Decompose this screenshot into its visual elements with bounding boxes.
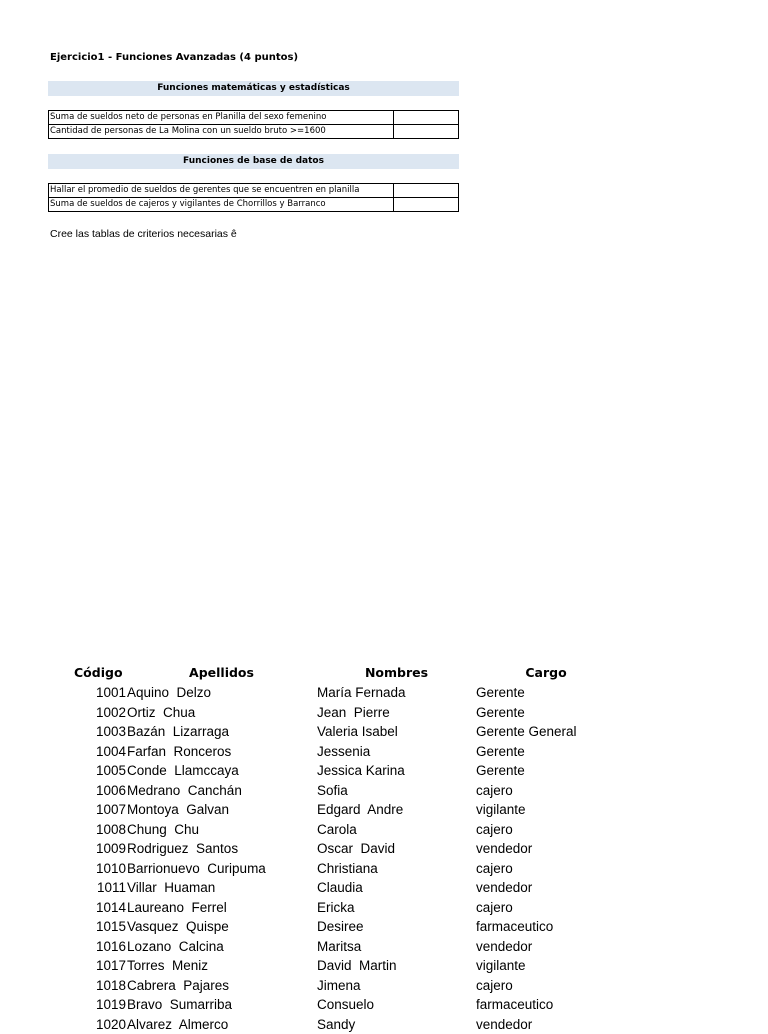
cell-codigo: 1002 — [72, 703, 126, 723]
cell-cargo: vendedor — [476, 937, 616, 957]
cell-cargo: cajero — [476, 898, 616, 918]
question-text: Cantidad de personas de La Molina con un sueldo bruto >=1600 — [49, 125, 394, 139]
table-row — [72, 976, 616, 996]
question-row — [49, 184, 459, 198]
cell-apellidos: Conde Llamccaya — [126, 761, 317, 781]
header-cargo: Cargo — [476, 662, 616, 683]
cell-nombres: Edgard Andre — [317, 800, 476, 820]
cell-nombres: Jean Pierre — [317, 703, 476, 723]
cell-nombres: Sandy — [317, 1015, 476, 1034]
cell-codigo: 1020 — [72, 1015, 126, 1034]
cell-codigo: 1011 — [72, 878, 126, 898]
table-row — [72, 878, 616, 898]
cell-nombres: Valeria Isabel — [317, 722, 476, 742]
cell-cargo: Gerente — [476, 703, 616, 723]
cell-apellidos: Bravo Sumarriba — [126, 995, 317, 1015]
cell-codigo: 1014 — [72, 898, 126, 918]
header-nombres: Nombres — [317, 662, 476, 683]
cell-apellidos: Alvarez Almerco — [126, 1015, 317, 1034]
cell-apellidos: Medrano Canchán — [126, 781, 317, 801]
cell-apellidos: Montoya Galvan — [126, 800, 317, 820]
cell-apellidos: Cabrera Pajares — [126, 976, 317, 996]
cell-cargo: Gerente — [476, 761, 616, 781]
cell-cargo: vigilante — [476, 956, 616, 976]
cell-codigo: 1019 — [72, 995, 126, 1015]
cell-nombres: Maritsa — [317, 937, 476, 957]
cell-nombres: Jimena — [317, 976, 476, 996]
cell-nombres: Oscar David — [317, 839, 476, 859]
cell-nombres: Sofia — [317, 781, 476, 801]
cell-cargo: farmaceutico — [476, 995, 616, 1015]
cell-apellidos: Chung Chu — [126, 820, 317, 840]
cell-nombres: Consuelo — [317, 995, 476, 1015]
cell-codigo: 1017 — [72, 956, 126, 976]
cell-codigo: 1006 — [72, 781, 126, 801]
cell-codigo: 1009 — [72, 839, 126, 859]
cell-cargo: Gerente — [476, 742, 616, 762]
table-row — [72, 839, 616, 859]
section-header-database-functions: Funciones de base de datos — [48, 154, 459, 169]
cell-nombres: Claudia — [317, 878, 476, 898]
table-row — [72, 781, 616, 801]
cell-cargo: vendedor — [476, 839, 616, 859]
question-text: Hallar el promedio de sueldos de gerentes que se encuentren en planilla — [49, 184, 394, 198]
cell-cargo: cajero — [476, 859, 616, 879]
cell-codigo: 1016 — [72, 937, 126, 957]
answer-cell[interactable] — [394, 125, 459, 139]
table-row — [72, 761, 616, 781]
page-title: Ejercicio1 - Funciones Avanzadas (4 puntos) — [50, 52, 298, 63]
cell-apellidos: Bazán Lizarraga — [126, 722, 317, 742]
cell-codigo: 1018 — [72, 976, 126, 996]
table-row — [72, 742, 616, 762]
cell-apellidos: Farfan Ronceros — [126, 742, 317, 762]
cell-apellidos: Aquino Delzo — [126, 683, 317, 703]
header-codigo: Código — [72, 662, 126, 683]
answer-cell[interactable] — [394, 198, 459, 212]
cell-cargo: cajero — [476, 976, 616, 996]
questions-table-math-stats — [48, 110, 459, 139]
cell-apellidos: Villar Huaman — [126, 878, 317, 898]
cell-codigo: 1010 — [72, 859, 126, 879]
table-row — [72, 820, 616, 840]
cell-cargo: vigilante — [476, 800, 616, 820]
cell-nombres: Jessenia — [317, 742, 476, 762]
table-header-row — [72, 662, 616, 683]
table-row — [72, 937, 616, 957]
cell-codigo: 1004 — [72, 742, 126, 762]
table-row — [72, 898, 616, 918]
header-apellidos: Apellidos — [126, 662, 317, 683]
cell-cargo: cajero — [476, 781, 616, 801]
cell-nombres: Jessica Karina — [317, 761, 476, 781]
employee-table-body — [72, 683, 616, 1034]
cell-cargo: Gerente — [476, 683, 616, 703]
criteria-note: Cree las tablas de criterios necesarias ê — [50, 228, 237, 240]
table-row — [72, 1015, 616, 1034]
cell-apellidos: Barrionuevo Curipuma — [126, 859, 317, 879]
cell-apellidos: Ortiz Chua — [126, 703, 317, 723]
cell-cargo: vendedor — [476, 1015, 616, 1034]
table-row — [72, 917, 616, 937]
question-text: Suma de sueldos de cajeros y vigilantes de Chorrillos y Barranco — [49, 198, 394, 212]
cell-nombres: Christiana — [317, 859, 476, 879]
cell-apellidos: Rodriguez Santos — [126, 839, 317, 859]
table-row — [72, 859, 616, 879]
cell-cargo: vendedor — [476, 878, 616, 898]
cell-nombres: Desiree — [317, 917, 476, 937]
cell-nombres: David Martin — [317, 956, 476, 976]
table-row — [72, 683, 616, 703]
questions-table-database-functions — [48, 183, 459, 212]
cell-cargo: Gerente General — [476, 722, 616, 742]
question-row — [49, 125, 459, 139]
cell-codigo: 1003 — [72, 722, 126, 742]
table-row — [72, 703, 616, 723]
section-header-math-stats: Funciones matemáticas y estadísticas — [48, 81, 459, 96]
cell-cargo: cajero — [476, 820, 616, 840]
cell-nombres: Ericka — [317, 898, 476, 918]
answer-cell[interactable] — [394, 184, 459, 198]
answer-cell[interactable] — [394, 111, 459, 125]
cell-codigo: 1015 — [72, 917, 126, 937]
cell-apellidos: Lozano Calcina — [126, 937, 317, 957]
table-row — [72, 800, 616, 820]
cell-codigo: 1001 — [72, 683, 126, 703]
table-row — [72, 995, 616, 1015]
cell-apellidos: Laureano Ferrel — [126, 898, 317, 918]
table-row — [72, 722, 616, 742]
cell-nombres: María Fernada — [317, 683, 476, 703]
cell-codigo: 1007 — [72, 800, 126, 820]
cell-apellidos: Torres Meniz — [126, 956, 317, 976]
cell-cargo: farmaceutico — [476, 917, 616, 937]
cell-apellidos: Vasquez Quispe — [126, 917, 317, 937]
question-row — [49, 111, 459, 125]
question-text: Suma de sueldos neto de personas en Planilla del sexo femenino — [49, 111, 394, 125]
cell-codigo: 1008 — [72, 820, 126, 840]
cell-codigo: 1005 — [72, 761, 126, 781]
table-row — [72, 956, 616, 976]
cell-nombres: Carola — [317, 820, 476, 840]
employee-table — [72, 662, 616, 1034]
question-row — [49, 198, 459, 212]
